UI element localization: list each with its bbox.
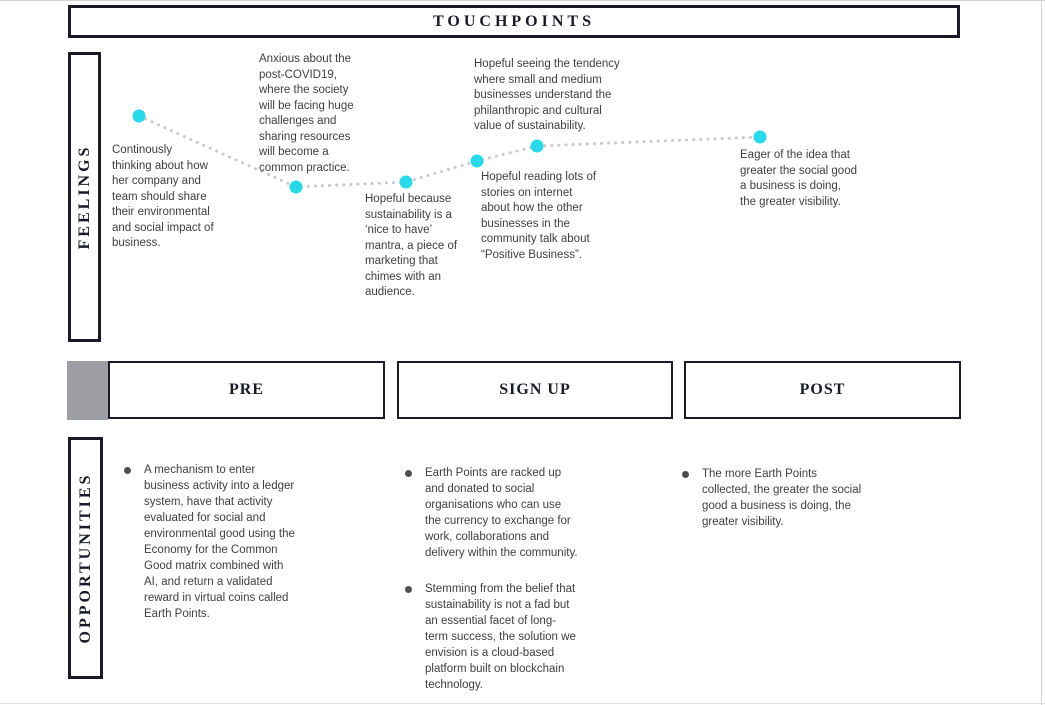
feeling-point	[754, 131, 767, 144]
opportunity-item: A mechanism to enter business activity into a ledger system, have that activity evaluated for social and environmental good using the Economy for the Common Good matrix combined with AI, and return a validated reward in virtual coins called Earth Points.	[122, 462, 298, 622]
feeling-note-6: Eager of the idea that greater the social good a business is doing, the greater visibility.	[740, 149, 857, 208]
gray-spacer-block	[67, 361, 108, 420]
feeling-point	[471, 155, 484, 168]
feeling-note-5: Hopeful reading lots of stories on internet about how the other businesses in the community talk about “Positive Business”.	[481, 171, 597, 261]
feeling-note-1: Continously thinking about how her company and team should share their environmental and social impact of business.	[112, 144, 214, 249]
opportunity-item: The more Earth Points collected, the greater the social good a business is doing, the greater visibility.	[680, 466, 862, 530]
opportunities-column-post	[680, 466, 862, 550]
touchpoints-title: TOUCHPOINTS	[433, 12, 595, 30]
opportunity-item: Earth Points are racked up and donated to social organisations who can use the currency to exchange for work, collaborations and delivery within the community.	[403, 465, 579, 561]
phase-box-post	[684, 361, 961, 419]
phase-label-signup: SIGN UP	[499, 381, 571, 398]
feelings-label-box	[68, 52, 101, 342]
phase-box-pre	[108, 361, 385, 419]
feeling-note-2: Anxious about the post-COVID19, where the society will be facing huge challenges and sharing resources will become a common practice.	[259, 53, 354, 174]
feeling-point	[290, 181, 303, 194]
touchpoints-header-box	[68, 5, 960, 38]
opportunities-column-signup	[403, 465, 579, 705]
opportunities-list-signup	[403, 465, 579, 693]
feelings-label: FEELINGS	[75, 144, 93, 250]
feeling-point	[400, 176, 413, 189]
canvas-right-edge	[1041, 0, 1042, 705]
feeling-point	[133, 110, 146, 123]
opportunities-column-pre	[122, 462, 298, 642]
opportunity-item: Stemming from the belief that sustainability is not a fad but an essential facet of long-term success, the solution we envision is a cloud-based platform built on blockchain technology.	[403, 581, 579, 693]
phase-label-pre: PRE	[229, 381, 264, 398]
feeling-point	[531, 140, 544, 153]
phase-label-post: POST	[799, 381, 846, 398]
opportunities-list-post	[680, 466, 862, 530]
phase-box-signup	[397, 361, 673, 419]
canvas-top-edge	[0, 0, 1045, 1]
feeling-note-4: Hopeful seeing the tendency where small and medium businesses understand the philanthropic and cultural value of sustainability.	[474, 58, 620, 132]
opportunities-label-box	[68, 437, 103, 679]
opportunities-list-pre	[122, 462, 298, 622]
opportunities-label: OPPORTUNITIES	[76, 472, 94, 644]
feeling-note-3: Hopeful because sustainability is a ‘nice to have’ mantra, a piece of marketing that chimes with an audience.	[365, 193, 458, 298]
